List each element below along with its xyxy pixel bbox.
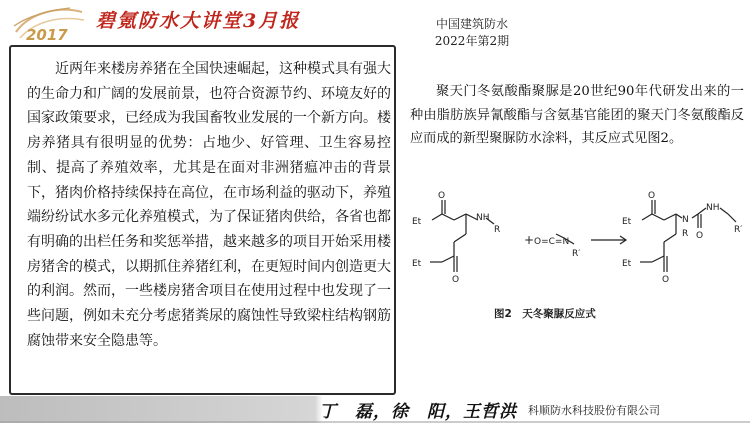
label-r-right: R [682, 229, 689, 239]
label-o-1: O [438, 191, 446, 201]
label-plus: + [524, 233, 535, 247]
company-name: 科顺防水科技股份有限公司 [528, 404, 660, 417]
journal-issue: 2022年第2期 [434, 34, 510, 48]
figure-caption: 图2 天冬聚脲反应式 [494, 308, 596, 320]
label-o-5: O [662, 275, 670, 285]
label-r-left: R [494, 225, 501, 235]
journal-info [402, 16, 542, 50]
series-title: 碧氪防水大讲堂3月报 [96, 10, 301, 32]
label-o-3: O [648, 191, 656, 201]
label-et-bottom-right: Et [622, 259, 632, 269]
reaction-scheme [406, 184, 746, 304]
label-nh-right: NH [706, 203, 720, 213]
label-et-bottom-left: Et [412, 259, 422, 269]
left-article-paragraph: 近两年来楼房养猪在全国快速崛起，这种模式具有强大的生命力和广阔的发展前景，也符合资源节约、环境友好的国家政策要求，已经成为我国畜牧业发展的一个新方向。楼房养猪具有很明显的优势：占地少、好管理、卫生容易控制、提高了养殖效率，尤其是在面对非洲猪瘟冲击的背景下，猪肉价格持续保持在高位，在市场利益的驱动下，养殖端纷纷试水多元化养殖模式，为了保证猪肉供给，各省也都有明确的出栏任务和奖惩举措，越来越多的项目开始采用楼房猪舍的模式，以期抓住养猪红利，在更短时间内创造更大的利润。然而，一些楼房猪舍项目在使用过程中也发现了一些问题，例如未充分考虑猪粪尿的腐蚀性导致梁柱结构钢筋腐蚀带来安全隐患等。 [27, 61, 391, 349]
label-et-top-right: Et [622, 217, 632, 227]
left-article-panel [9, 45, 396, 395]
label-o-2: O [452, 275, 460, 285]
label-o-4: O [696, 231, 704, 241]
brand-logo-icon [10, 2, 90, 48]
label-nh-left: NH [476, 213, 490, 223]
label-r-prime-mid: R′ [572, 249, 581, 259]
label-r-prime-right: R′ [734, 225, 743, 235]
authors: 丁 磊，徐 阳，王哲洪 [319, 402, 517, 422]
label-n-right: N [682, 215, 689, 225]
right-article-paragraph: 聚天门冬氨酸酯聚脲是20世纪90年代研发出来的一种由脂肪族异氰酸酯与含氨基官能团的聚天门冬氨酸酯反应而成的新型聚脲防水涂料，其反应式见图2。 [410, 84, 744, 147]
journal-name: 中国建筑防水 [435, 17, 508, 31]
label-isocyanate: O=C=N [534, 237, 570, 247]
label-et-top-left: Et [412, 217, 422, 227]
logo-text: 2017 [26, 26, 68, 44]
brand-header [10, 2, 310, 50]
